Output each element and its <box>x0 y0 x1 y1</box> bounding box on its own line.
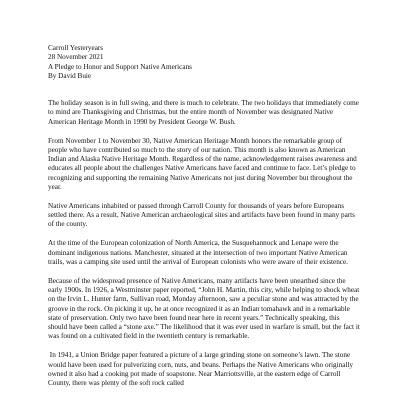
publication-name: Carroll Yesteryears <box>48 44 104 52</box>
paragraph-4: At the time of the European colonization of North America, the Susquehannock and Lenape were the dominant indigenous nations. Manchester, situated at the intersection of two important Native American trails, was a camping site used until the arrival of European colonists who were aware of their existence. <box>48 239 348 266</box>
document-body <box>48 44 360 398</box>
paragraph-1: The holiday season is in full swing, and there is much to celebrate. The two holidays that immediately come to mind are Thanksgiving and Christmas, but the entire month of November was designated Native American Heritage Month in 1990 by President George W. Bush. <box>48 99 359 126</box>
paragraph-6: In 1941, a Union Bridge paper featured a picture of a large grinding stone on someone’s lawn. The stone would have been used for pulverizing corn, nuts, and beans. Perhaps the Native Americans who originally owned it also had a cooking pot made of soapstone. Near Marriottsville, at the eastern edge of Carroll County, there was plenty of the soft rock called <box>48 351 355 388</box>
paragraph-5: Because of the widespread presence of Native Americans, many artifacts have been unearthed since the early 1900s. In 1926, a Westminster paper reported, “John H. Martin, this city, while helping to shock wheat on the Irvin L. Hunter farm, Sullivan road, Monday afternoon, saw a peculiar stone and was attracted by the groove in the rock. On picking it up, he at once recognized it as an Indian tomahawk and in a remarkable state of preservation. Only two have been found near here in recent years.” Technically speaking, this should have been called a “stone axe.” The likelihood that it was ever used in warfare is small, but the fact it was found on a cultivated field in the twentieth century is remarkable. <box>48 276 360 341</box>
document-header <box>48 44 360 81</box>
publication-date: 28 November 2021 <box>48 53 104 62</box>
byline: By David Buie <box>48 71 92 80</box>
article-title: A Pledge to Honor and Support Native Americans <box>48 62 192 71</box>
paragraph-2: From November 1 to November 30, Native American Heritage Month honors the remarkable group of people who have contributed so much to the story of our nation. This month is also known as American Indian and Alaska Native Heritage Month. Regardless of the name, acknowledgement raises awareness and educates all people about the challenges Native Americans have faced and continue to face. Let’s pledge to recognizing and supporting the remaining Native Americans not just during November but throughout the year. <box>48 136 357 192</box>
paragraph-3: Native Americans inhabited or passed through Carroll County for thousands of years before Europeans settled there. As a result, Native American archaeological sites and artifacts have been found in many parts of the county. <box>48 201 355 229</box>
